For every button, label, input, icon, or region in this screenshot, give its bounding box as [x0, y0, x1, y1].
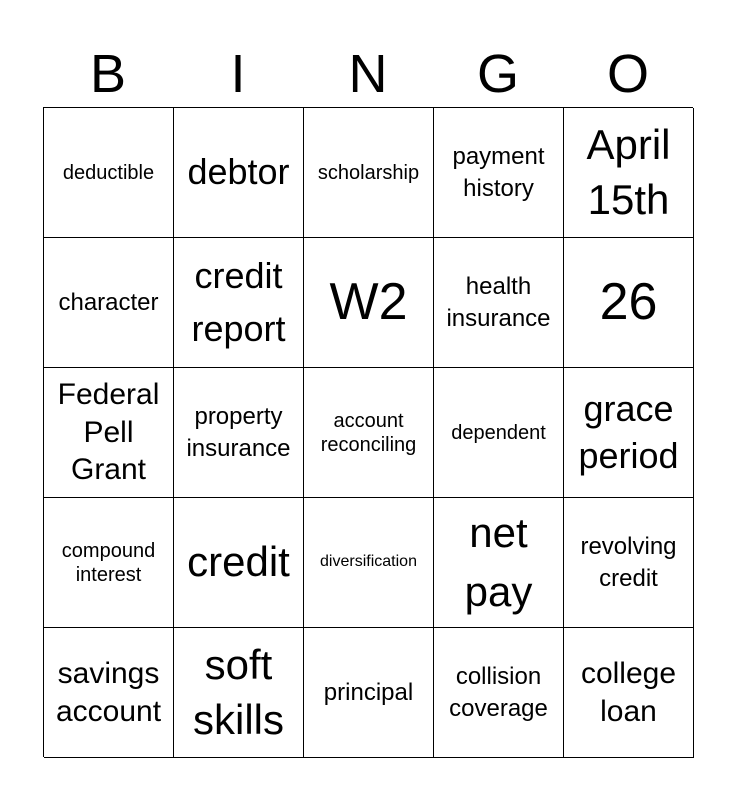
cell-text: principal — [323, 678, 414, 706]
bingo-cell[interactable] — [174, 368, 304, 498]
bingo-cell[interactable] — [434, 238, 564, 368]
cell-text: collision coverage — [449, 663, 548, 722]
cell-text: soft skills — [193, 640, 284, 743]
cell-text: deductible — [62, 161, 155, 184]
bingo-cell[interactable] — [44, 628, 174, 758]
cell-text: net pay — [464, 508, 533, 615]
cell-text: savings account — [55, 657, 162, 728]
bingo-cell[interactable] — [304, 498, 434, 628]
bingo-cell[interactable] — [434, 108, 564, 238]
bingo-cell[interactable] — [304, 368, 434, 498]
cell-text: credit report — [191, 255, 286, 349]
cell-text: debtor — [187, 151, 290, 193]
bingo-cell[interactable] — [174, 238, 304, 368]
bingo-cell[interactable] — [564, 108, 694, 238]
bingo-cell[interactable] — [304, 108, 434, 238]
cell-text: April 15th — [586, 120, 671, 223]
cell-text: account reconciling — [320, 409, 417, 456]
header-letter-g: G — [476, 44, 519, 104]
cell-text: W2 — [329, 273, 408, 332]
bingo-cell[interactable] — [44, 368, 174, 498]
bingo-board — [43, 107, 693, 757]
cell-text: Federal Pell Grant — [57, 378, 160, 487]
header-letter-i: I — [230, 44, 246, 104]
bingo-header — [43, 40, 693, 108]
bingo-cell[interactable] — [44, 108, 174, 238]
cell-text: compound interest — [61, 539, 156, 586]
bingo-cell[interactable] — [44, 238, 174, 368]
bingo-cell[interactable] — [564, 238, 694, 368]
header-letter-n: N — [348, 44, 388, 104]
cell-text: 26 — [599, 273, 658, 332]
cell-text: grace period — [578, 387, 679, 476]
bingo-cell[interactable] — [304, 238, 434, 368]
cell-text: property insurance — [186, 403, 291, 462]
header-letter-b: B — [89, 44, 127, 104]
cell-text: character — [58, 288, 159, 316]
cell-text: diversification — [320, 553, 417, 571]
bingo-cell[interactable] — [174, 108, 304, 238]
cell-text: dependent — [451, 421, 546, 444]
bingo-cell[interactable] — [44, 498, 174, 628]
bingo-cell[interactable] — [434, 628, 564, 758]
bingo-cell[interactable] — [174, 498, 304, 628]
cell-text: health insurance — [446, 273, 551, 332]
cell-text: payment history — [452, 143, 545, 202]
bingo-cell[interactable] — [564, 368, 694, 498]
cell-text: credit — [187, 538, 290, 586]
bingo-cell[interactable] — [304, 628, 434, 758]
bingo-cell[interactable] — [434, 368, 564, 498]
header-letter-o: O — [606, 44, 649, 104]
cell-text: revolving credit — [580, 533, 677, 592]
bingo-cell[interactable] — [564, 628, 694, 758]
cell-text: college loan — [580, 657, 677, 728]
cell-text: scholarship — [317, 161, 420, 184]
bingo-cell[interactable] — [434, 498, 564, 628]
bingo-cell[interactable] — [174, 628, 304, 758]
bingo-cell[interactable] — [564, 498, 694, 628]
